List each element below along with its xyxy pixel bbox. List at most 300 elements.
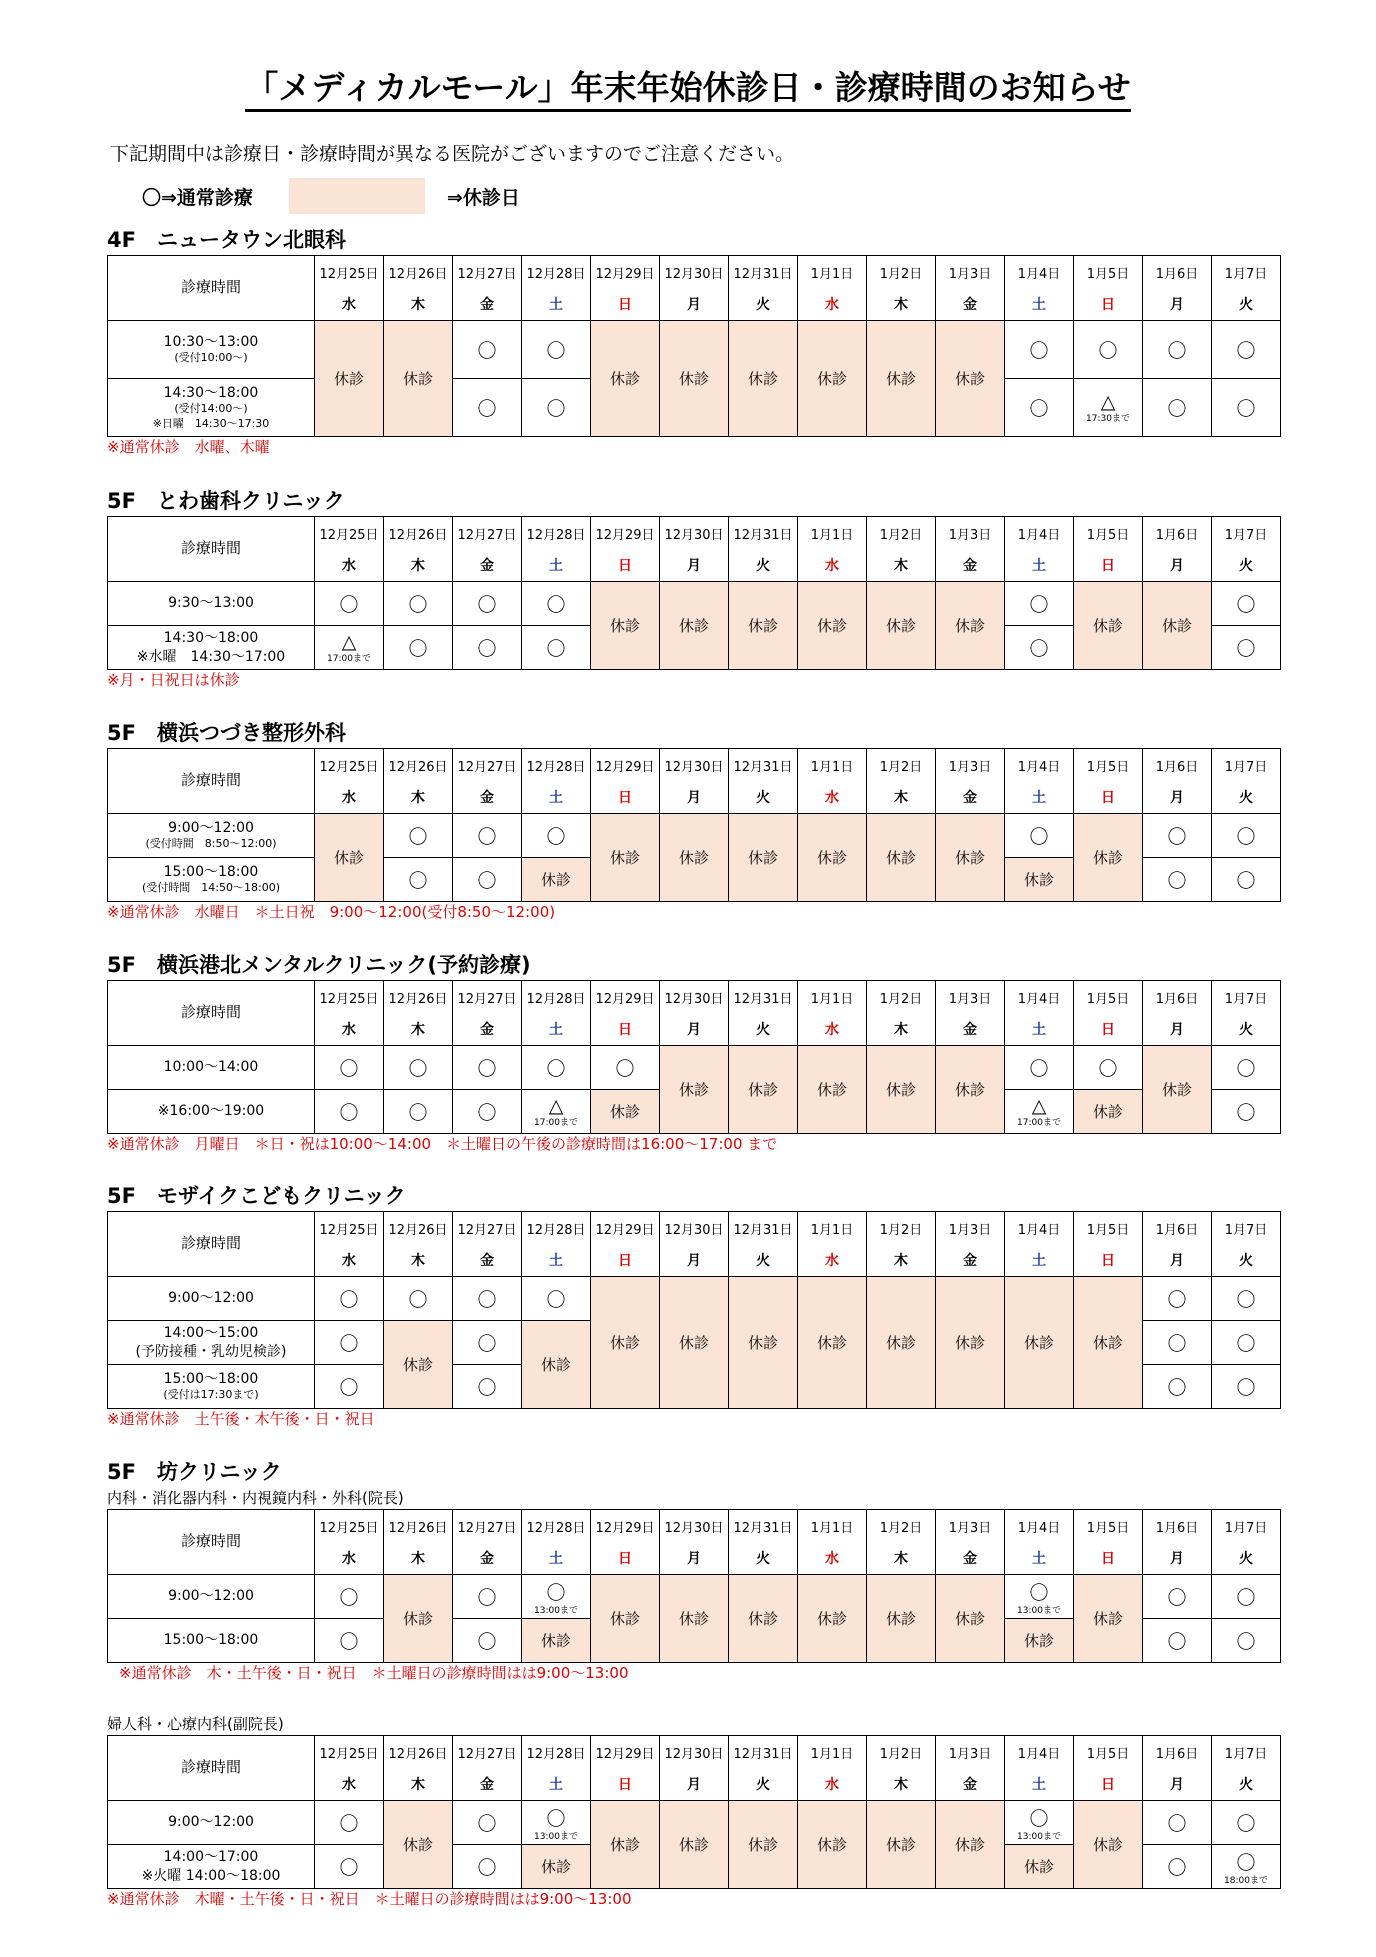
weekday-cell: 水 xyxy=(315,1542,384,1575)
intro-text: 下記期間中は診療日・診療時間が異なる医院がございますのでご注意ください。 xyxy=(110,143,795,165)
weekday-cell: 月 xyxy=(1143,1768,1212,1801)
date-cell: 12月28日 xyxy=(522,256,591,289)
open-cell: 〇 xyxy=(1212,1801,1281,1845)
date-cell: 1月4日 xyxy=(1005,517,1074,550)
date-cell: 1月4日 xyxy=(1005,1510,1074,1543)
weekday-cell: 月 xyxy=(1143,1542,1212,1575)
time-label: 9:00～12:00 xyxy=(168,1290,254,1307)
time-label-cell xyxy=(108,814,315,858)
weekday-cell: 水 xyxy=(798,781,867,814)
partial-open-cell xyxy=(522,1575,591,1619)
open-cell: 〇 xyxy=(1212,321,1281,379)
open-cell: 〇 xyxy=(1143,1619,1212,1663)
date-cell: 1月2日 xyxy=(867,1212,936,1245)
date-cell: 1月7日 xyxy=(1212,517,1281,550)
weekday-cell: 金 xyxy=(453,1244,522,1277)
closed-cell: 休診 xyxy=(867,1046,936,1134)
date-cell: 12月25日 xyxy=(315,749,384,782)
time-row xyxy=(108,1046,1281,1090)
weekday-cell: 日 xyxy=(591,1244,660,1277)
date-cell: 12月31日 xyxy=(729,517,798,550)
date-cell: 12月26日 xyxy=(384,749,453,782)
date-cell: 1月5日 xyxy=(1074,517,1143,550)
date-cell: 1月7日 xyxy=(1212,749,1281,782)
time-label: ※16:00～19:00 xyxy=(157,1103,265,1120)
header-dates-row xyxy=(108,749,1281,782)
open-cell: 〇 xyxy=(1005,626,1074,670)
header-dates-row xyxy=(108,1736,1281,1769)
header-dates-row xyxy=(108,1510,1281,1543)
open-cell: 〇 xyxy=(1212,379,1281,437)
closed-cell: 休診 xyxy=(591,814,660,902)
weekday-cell: 金 xyxy=(936,1244,1005,1277)
closed-cell: 休診 xyxy=(936,814,1005,902)
closed-cell: 休診 xyxy=(1074,814,1143,902)
closed-cell: 休診 xyxy=(729,321,798,437)
weekday-cell: 金 xyxy=(936,781,1005,814)
time-label: 15:00～18:00 xyxy=(163,1632,259,1649)
date-cell: 12月27日 xyxy=(453,749,522,782)
weekday-cell: 木 xyxy=(384,288,453,321)
open-cell: 〇 xyxy=(1005,1046,1074,1090)
date-cell: 1月5日 xyxy=(1074,1736,1143,1769)
date-cell: 1月3日 xyxy=(936,256,1005,289)
time-label-cell xyxy=(108,1845,315,1889)
weekday-cell: 木 xyxy=(867,781,936,814)
open-cell: 〇 xyxy=(1143,814,1212,858)
open-cell: 〇 xyxy=(1212,1277,1281,1321)
section-note: ※通常休診 水曜、木曜 xyxy=(107,438,270,456)
date-cell: 1月4日 xyxy=(1005,1736,1074,1769)
open-cell: 〇 xyxy=(315,1090,384,1134)
header-dates-row xyxy=(108,981,1281,1014)
date-cell: 12月29日 xyxy=(591,1212,660,1245)
time-label-cell xyxy=(108,1801,315,1845)
open-cell: 〇 xyxy=(384,858,453,902)
time-row xyxy=(108,321,1281,379)
open-cell: 〇 xyxy=(522,379,591,437)
weekday-cell: 火 xyxy=(729,1768,798,1801)
open-cell: 〇 xyxy=(1212,1619,1281,1663)
closed-cell: 休診 xyxy=(591,1090,660,1134)
open-cell: 〇 xyxy=(1143,1277,1212,1321)
open-cell: 〇 xyxy=(1005,814,1074,858)
partial-open-cell xyxy=(522,1801,591,1845)
time-label: 14:30～18:00 xyxy=(163,385,259,402)
schedule-table xyxy=(107,516,1281,670)
weekday-cell: 土 xyxy=(1005,288,1074,321)
header-dates-row xyxy=(108,517,1281,550)
date-cell: 12月26日 xyxy=(384,1212,453,1245)
weekday-cell: 日 xyxy=(591,1013,660,1046)
weekday-cell: 土 xyxy=(1005,1768,1074,1801)
closed-cell: 休診 xyxy=(729,1801,798,1889)
open-cell: 〇 xyxy=(453,814,522,858)
weekday-cell: 火 xyxy=(1212,1542,1281,1575)
open-cell: 〇 xyxy=(453,626,522,670)
closed-cell: 休診 xyxy=(1143,582,1212,670)
open-cell: 〇 xyxy=(1143,858,1212,902)
schedule-table xyxy=(107,980,1281,1134)
date-cell: 1月2日 xyxy=(867,1736,936,1769)
open-cell: 〇 xyxy=(453,321,522,379)
weekday-cell: 土 xyxy=(522,288,591,321)
date-cell: 1月4日 xyxy=(1005,749,1074,782)
weekday-cell: 月 xyxy=(660,781,729,814)
date-cell: 1月1日 xyxy=(798,517,867,550)
hours-note: 18:00まで xyxy=(1224,1875,1268,1886)
weekday-cell: 土 xyxy=(1005,781,1074,814)
weekday-cell: 水 xyxy=(315,781,384,814)
header-label: 診療時間 xyxy=(180,771,241,790)
closed-cell: 休診 xyxy=(798,1277,867,1409)
header-label-cell xyxy=(108,1510,315,1575)
weekday-cell: 木 xyxy=(384,549,453,582)
date-cell: 1月6日 xyxy=(1143,1510,1212,1543)
time-label-cell xyxy=(108,1090,315,1134)
partial-open-cell xyxy=(315,626,384,670)
weekday-cell: 月 xyxy=(1143,1244,1212,1277)
weekday-cell: 日 xyxy=(1074,1542,1143,1575)
header-label-cell xyxy=(108,1212,315,1277)
section-title: 5F 坊クリニック xyxy=(107,1460,282,1484)
date-cell: 1月6日 xyxy=(1143,981,1212,1014)
closed-cell: 休診 xyxy=(867,1801,936,1889)
partial-open-cell xyxy=(1074,379,1143,437)
section-title: 5F 横浜港北メンタルクリニック(予約診療) xyxy=(107,953,531,977)
weekday-cell: 日 xyxy=(1074,1244,1143,1277)
closed-cell: 休診 xyxy=(315,814,384,902)
date-cell: 12月28日 xyxy=(522,981,591,1014)
time-label-cell xyxy=(108,1619,315,1663)
closed-cell: 休診 xyxy=(591,1575,660,1663)
weekday-cell: 火 xyxy=(729,1542,798,1575)
time-label-cell xyxy=(108,321,315,379)
section-towa xyxy=(107,487,1267,690)
legend-closed: ⇒休診日 xyxy=(446,186,520,209)
weekday-cell: 日 xyxy=(1074,1013,1143,1046)
weekday-cell: 金 xyxy=(936,1768,1005,1801)
weekday-cell: 金 xyxy=(453,781,522,814)
open-cell: 〇 xyxy=(1005,321,1074,379)
open-cell: 〇 xyxy=(522,1046,591,1090)
circle-mark: 〇 xyxy=(546,1581,566,1604)
date-cell: 12月29日 xyxy=(591,1510,660,1543)
open-cell: 〇 xyxy=(1212,1321,1281,1365)
weekday-cell: 月 xyxy=(660,1013,729,1046)
open-cell: 〇 xyxy=(384,1277,453,1321)
open-cell: 〇 xyxy=(453,1365,522,1409)
date-cell: 12月28日 xyxy=(522,1510,591,1543)
open-cell: 〇 xyxy=(384,626,453,670)
closed-cell: 休診 xyxy=(936,1801,1005,1889)
date-cell: 1月7日 xyxy=(1212,1510,1281,1543)
section-subtitle: 婦人科・心療内科(副院長) xyxy=(107,1715,284,1733)
date-cell: 1月1日 xyxy=(798,256,867,289)
open-cell: 〇 xyxy=(315,1321,384,1365)
open-cell: 〇 xyxy=(315,1365,384,1409)
weekday-cell: 土 xyxy=(522,549,591,582)
date-cell: 12月31日 xyxy=(729,1736,798,1769)
open-cell: 〇 xyxy=(1005,582,1074,626)
open-cell: 〇 xyxy=(1143,1575,1212,1619)
header-label: 診療時間 xyxy=(180,278,241,297)
weekday-cell: 土 xyxy=(522,1768,591,1801)
date-cell: 1月6日 xyxy=(1143,749,1212,782)
hours-note: 17:00まで xyxy=(1017,1118,1061,1128)
triangle-mark: △ xyxy=(1031,1095,1047,1117)
weekday-cell: 月 xyxy=(660,549,729,582)
weekday-cell: 木 xyxy=(384,1244,453,1277)
weekday-cell: 水 xyxy=(798,1768,867,1801)
open-cell: 〇 xyxy=(522,626,591,670)
weekday-cell: 火 xyxy=(1212,1768,1281,1801)
open-cell: 〇 xyxy=(384,1090,453,1134)
time-label-cell xyxy=(108,1046,315,1090)
time-label-cell xyxy=(108,626,315,670)
circle-mark: 〇 xyxy=(1029,1581,1049,1604)
closed-cell: 休診 xyxy=(936,321,1005,437)
open-cell: 〇 xyxy=(315,1575,384,1619)
date-cell: 12月31日 xyxy=(729,1212,798,1245)
section-note: ※月・日祝日は休診 xyxy=(107,671,240,689)
weekday-cell: 木 xyxy=(867,288,936,321)
closed-cell: 休診 xyxy=(1074,1575,1143,1663)
weekday-cell: 水 xyxy=(315,1244,384,1277)
date-cell: 12月27日 xyxy=(453,256,522,289)
time-label: 14:00～15:00 xyxy=(163,1325,259,1342)
weekday-cell: 木 xyxy=(384,781,453,814)
weekday-cell: 土 xyxy=(522,1244,591,1277)
header-label-cell xyxy=(108,256,315,321)
hours-note: 13:00まで xyxy=(534,1831,578,1842)
open-cell: 〇 xyxy=(453,1619,522,1663)
weekday-cell: 水 xyxy=(798,1013,867,1046)
open-cell: 〇 xyxy=(1143,321,1212,379)
date-cell: 12月26日 xyxy=(384,1510,453,1543)
date-cell: 1月1日 xyxy=(798,749,867,782)
open-cell: 〇 xyxy=(1143,379,1212,437)
date-cell: 1月3日 xyxy=(936,517,1005,550)
header-label: 診療時間 xyxy=(180,539,241,558)
header-dates-row xyxy=(108,256,1281,289)
open-cell: 〇 xyxy=(453,582,522,626)
date-cell: 1月6日 xyxy=(1143,256,1212,289)
time-label: 14:30～18:00 xyxy=(163,630,259,647)
weekday-cell: 月 xyxy=(1143,288,1212,321)
closed-cell: 休診 xyxy=(522,1845,591,1889)
closed-cell: 休診 xyxy=(591,582,660,670)
date-cell: 1月5日 xyxy=(1074,1212,1143,1245)
triangle-mark: △ xyxy=(1100,391,1116,413)
open-cell: 〇 xyxy=(453,379,522,437)
open-cell: 〇 xyxy=(591,1046,660,1090)
weekday-cell: 日 xyxy=(591,1768,660,1801)
closed-cell: 休診 xyxy=(384,321,453,437)
date-cell: 12月26日 xyxy=(384,981,453,1014)
date-cell: 1月3日 xyxy=(936,1510,1005,1543)
open-cell: 〇 xyxy=(1212,582,1281,626)
time-label: 15:00～18:00 xyxy=(163,1371,259,1388)
weekday-cell: 金 xyxy=(453,1542,522,1575)
hours-note: 17:00まで xyxy=(534,1118,578,1128)
weekday-cell: 水 xyxy=(315,1013,384,1046)
date-cell: 1月3日 xyxy=(936,1212,1005,1245)
header-label: 診療時間 xyxy=(180,1234,241,1253)
header-label: 診療時間 xyxy=(180,1003,241,1022)
open-cell: 〇 xyxy=(1212,1365,1281,1409)
time-label: 9:00～12:00 xyxy=(168,1588,254,1605)
date-cell: 1月5日 xyxy=(1074,981,1143,1014)
date-cell: 12月29日 xyxy=(591,256,660,289)
open-cell: 〇 xyxy=(453,1046,522,1090)
closed-cell: 休診 xyxy=(867,582,936,670)
section-mental xyxy=(107,951,1267,1154)
closed-cell: 休診 xyxy=(591,1801,660,1889)
weekday-cell: 金 xyxy=(453,288,522,321)
date-cell: 1月4日 xyxy=(1005,1212,1074,1245)
weekday-cell: 木 xyxy=(867,1542,936,1575)
date-cell: 12月27日 xyxy=(453,1736,522,1769)
legend-normal: 〇⇒通常診療 xyxy=(142,186,253,209)
date-cell: 1月3日 xyxy=(936,981,1005,1014)
date-cell: 12月30日 xyxy=(660,1736,729,1769)
header-label-cell xyxy=(108,517,315,582)
weekday-cell: 水 xyxy=(798,288,867,321)
partial-open-cell xyxy=(1005,1801,1074,1845)
closed-cell: 休診 xyxy=(798,1046,867,1134)
page-title: 「メディカルモール」年末年始休診日・診療時間のお知らせ xyxy=(0,62,1376,109)
open-cell: 〇 xyxy=(384,582,453,626)
date-cell: 1月7日 xyxy=(1212,1736,1281,1769)
time-label-cell xyxy=(108,1575,315,1619)
open-cell: 〇 xyxy=(1143,1801,1212,1845)
section-mosaic xyxy=(107,1182,1267,1429)
open-cell: 〇 xyxy=(384,814,453,858)
closed-cell: 休診 xyxy=(660,1575,729,1663)
closed-cell: 休診 xyxy=(729,582,798,670)
time-label: ※火曜 14:00～18:00 xyxy=(141,1867,281,1884)
open-cell: 〇 xyxy=(315,1046,384,1090)
closed-cell: 休診 xyxy=(729,1575,798,1663)
time-row xyxy=(108,1277,1281,1321)
time-label: 10:00～14:00 xyxy=(163,1059,259,1076)
open-cell: 〇 xyxy=(1212,626,1281,670)
weekday-cell: 木 xyxy=(384,1013,453,1046)
weekday-cell: 土 xyxy=(522,781,591,814)
time-label-note: (受付10:00～) xyxy=(174,351,248,365)
open-cell: 〇 xyxy=(1143,1365,1212,1409)
circle-mark: 〇 xyxy=(1029,1807,1049,1830)
legend xyxy=(142,178,520,214)
weekday-cell: 月 xyxy=(1143,781,1212,814)
date-cell: 1月1日 xyxy=(798,1510,867,1543)
closed-cell: 休診 xyxy=(1005,858,1074,902)
open-cell: 〇 xyxy=(315,1845,384,1889)
closed-cell: 休診 xyxy=(1005,1277,1074,1409)
closed-cell: 休診 xyxy=(660,321,729,437)
weekday-cell: 土 xyxy=(1005,1244,1074,1277)
weekday-cell: 日 xyxy=(1074,288,1143,321)
time-row xyxy=(108,582,1281,626)
open-cell: 〇 xyxy=(315,1619,384,1663)
open-cell: 〇 xyxy=(453,1277,522,1321)
closed-cell: 休診 xyxy=(1005,1845,1074,1889)
date-cell: 1月6日 xyxy=(1143,1212,1212,1245)
section-seikei xyxy=(107,719,1267,922)
open-cell: 〇 xyxy=(1143,1845,1212,1889)
closed-cell: 休診 xyxy=(660,1046,729,1134)
weekday-cell: 土 xyxy=(1005,549,1074,582)
closed-cell: 休診 xyxy=(798,321,867,437)
date-cell: 12月27日 xyxy=(453,1510,522,1543)
weekday-cell: 月 xyxy=(660,288,729,321)
weekday-cell: 水 xyxy=(315,549,384,582)
date-cell: 1月1日 xyxy=(798,981,867,1014)
closed-cell: 休診 xyxy=(936,1046,1005,1134)
weekday-cell: 金 xyxy=(936,1542,1005,1575)
date-cell: 12月29日 xyxy=(591,981,660,1014)
weekday-cell: 日 xyxy=(1074,1768,1143,1801)
weekday-cell: 火 xyxy=(729,781,798,814)
weekday-cell: 火 xyxy=(1212,1244,1281,1277)
date-cell: 12月26日 xyxy=(384,517,453,550)
section-title: 5F 横浜つづき整形外科 xyxy=(107,721,346,745)
weekday-cell: 火 xyxy=(729,549,798,582)
header-label: 診療時間 xyxy=(180,1532,241,1551)
date-cell: 12月30日 xyxy=(660,981,729,1014)
section-bou-vice-director xyxy=(107,1713,1267,1909)
date-cell: 1月2日 xyxy=(867,749,936,782)
weekday-cell: 木 xyxy=(867,549,936,582)
weekday-cell: 火 xyxy=(729,288,798,321)
open-cell: 〇 xyxy=(1212,858,1281,902)
section-title: 4F ニュータウン北眼科 xyxy=(107,228,346,252)
closed-cell: 休診 xyxy=(1074,582,1143,670)
date-cell: 12月30日 xyxy=(660,517,729,550)
section-note: ※通常休診 土午後・木午後・日・祝日 xyxy=(107,1410,375,1428)
date-cell: 1月5日 xyxy=(1074,256,1143,289)
time-label: 10:30～13:00 xyxy=(163,334,259,351)
closed-cell: 休診 xyxy=(798,814,867,902)
section-note: ※通常休診 水曜日 ＊土日祝 9:00～12:00(受付8:50～12:00) xyxy=(107,903,556,921)
closed-cell: 休診 xyxy=(729,1277,798,1409)
header-label: 診療時間 xyxy=(180,1758,241,1777)
open-cell: 〇 xyxy=(1005,379,1074,437)
weekday-cell: 土 xyxy=(1005,1542,1074,1575)
time-label-note: (受付時間 8:50～12:00) xyxy=(145,837,277,851)
weekday-cell: 金 xyxy=(453,1768,522,1801)
closed-cell: 休診 xyxy=(522,1321,591,1409)
time-label: ※水曜 14:30～17:00 xyxy=(136,648,286,665)
date-cell: 12月25日 xyxy=(315,256,384,289)
date-cell: 1月6日 xyxy=(1143,517,1212,550)
weekday-cell: 水 xyxy=(315,288,384,321)
time-label-note: (受付は17:30まで) xyxy=(163,1388,259,1402)
closed-cell: 休診 xyxy=(729,814,798,902)
open-cell: 〇 xyxy=(1074,1046,1143,1090)
weekday-cell: 木 xyxy=(867,1244,936,1277)
closed-cell: 休診 xyxy=(867,1277,936,1409)
hours-note: 17:00まで xyxy=(327,654,371,664)
time-label-note: (受付14:00～) xyxy=(174,402,248,416)
weekday-cell: 日 xyxy=(591,1542,660,1575)
open-cell: 〇 xyxy=(315,582,384,626)
closed-cell: 休診 xyxy=(384,1575,453,1663)
closed-cell: 休診 xyxy=(591,1277,660,1409)
closed-cell: 休診 xyxy=(729,1046,798,1134)
time-label-cell xyxy=(108,1365,315,1409)
